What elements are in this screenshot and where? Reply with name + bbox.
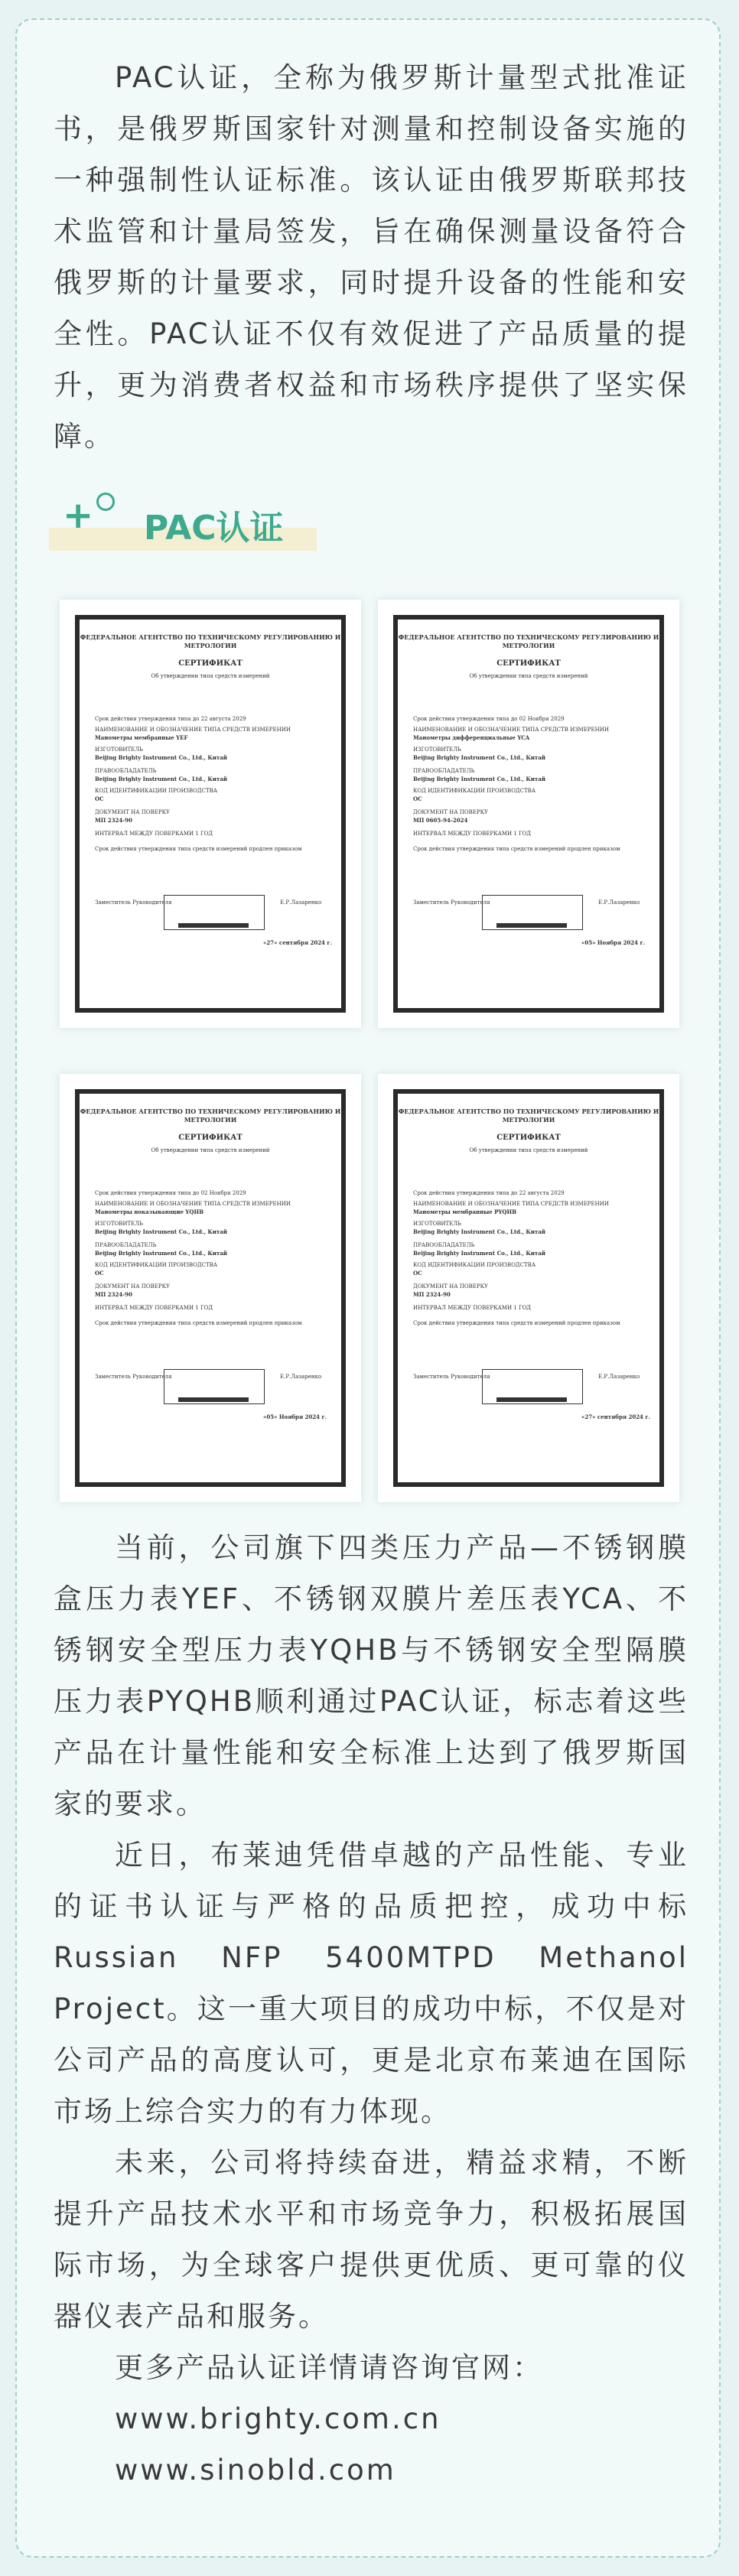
cert-maker: Beijing Brighty Instrument Co., Ltd., Китай (95, 1228, 227, 1235)
certificate-image-1 (60, 600, 361, 1028)
cert-subtitle: Об утверждении типа средств измерений (151, 1147, 270, 1153)
cert-sign-left: Заместитель Руководителя (413, 1374, 490, 1380)
cert-code: ОС (413, 795, 422, 802)
certificate-document (75, 1089, 346, 1487)
cert-stamp (482, 1369, 583, 1404)
cert-sign-right: Е.Р.Лазаренко (598, 899, 640, 906)
certificate-image-4 (378, 1074, 679, 1502)
cert-code-label: КОД ИДЕНТИФИКАЦИИ ПРОИЗВОДСТВА (413, 1262, 536, 1268)
website-link-1[interactable]: www.brighty.com.cn (115, 2402, 441, 2435)
cert-agency: ФЕДЕРАЛЬНОЕ АГЕНТСТВО ПО ТЕХНИЧЕСКОМУ РЕГУЛИРОВАНИЮ И МЕТРОЛОГИИ (80, 1107, 341, 1124)
cert-code-label: КОД ИДЕНТИФИКАЦИИ ПРОИЗВОДСТВА (95, 1262, 218, 1268)
cert-name: Манометры дифференциальные YCA (413, 734, 530, 741)
cert-code: ОС (95, 795, 104, 802)
section-heading (49, 490, 324, 555)
cert-name: Манометры мембранные PYQHB (413, 1208, 517, 1215)
cert-validity: Срок действия утверждения типа до 22 августа 2029 (95, 716, 246, 722)
cert-stamp (164, 895, 265, 930)
cert-name: Манометры мембранные YEF (95, 734, 188, 741)
cert-name-label: НАИМЕНОВАНИЕ И ОБОЗНАЧЕНИЕ ТИПА СРЕДСТВ ИЗМЕРЕНИЙ (413, 1201, 609, 1207)
project-paragraph: 近日，布莱迪凭借卓越的产品性能、专业的证书认证与严格的品质把控，成功中标Russian NFP 5400MTPD Methanol Project。这一重大项目的成功中标，不仅是对公司产品的高度认可，更是北京布莱迪在国际市场上综合实力的有力体现。 (54, 1839, 689, 2128)
cert-validity: Срок действия утверждения типа до 02 Ноября 2029 (413, 716, 565, 722)
cert-maker-label: ИЗГОТОВИТЕЛЬ (413, 1221, 461, 1227)
cert-sign-right: Е.Р.Лазаренко (598, 1374, 640, 1380)
cert-code-label: КОД ИДЕНТИФИКАЦИИ ПРОИЗВОДСТВА (413, 788, 536, 794)
products-paragraph: 当前，公司旗下四类压力产品—不锈钢膜盒压力表YEF、不锈钢双膜片差压表YCA、不锈钢安全型压力表YQHB与不锈钢安全型隔膜压力表PYQHB顺利通过PAC认证，标志着这些产品在计量性能和安全标准上达到了俄罗斯国家的要求。 (54, 1531, 689, 1820)
cert-maker: Beijing Brighty Instrument Co., Ltd., Китай (413, 754, 545, 761)
cert-maker-label: ИЗГОТОВИТЕЛЬ (95, 1221, 143, 1227)
cert-name-label: НАИМЕНОВАНИЕ И ОБОЗНАЧЕНИЕ ТИПА СРЕДСТВ ИЗМЕРЕНИЙ (413, 727, 609, 733)
cert-doc-label: ДОКУМЕНТ НА ПОВЕРКУ (95, 809, 171, 815)
cert-code: ОС (95, 1270, 104, 1277)
cert-stamp (482, 895, 583, 930)
cert-holder-label: ПРАВООБЛАДАТЕЛЬ (95, 1242, 157, 1248)
cert-agency: ФЕДЕРАЛЬНОЕ АГЕНТСТВО ПО ТЕХНИЧЕСКОМУ РЕГУЛИРОВАНИЮ И МЕТРОЛОГИИ (80, 633, 341, 649)
cert-subtitle: Об утверждении типа средств измерений (469, 673, 588, 679)
cert-agency: ФЕДЕРАЛЬНОЕ АГЕНТСТВО ПО ТЕХНИЧЕСКОМУ РЕГУЛИРОВАНИЮ И МЕТРОЛОГИИ (398, 633, 659, 649)
cert-sign-left: Заместитель Руководителя (413, 899, 490, 906)
cert-maker-label: ИЗГОТОВИТЕЛЬ (95, 746, 143, 753)
certificate-document (75, 615, 346, 1013)
cert-interval: ИНТЕРВАЛ МЕЖДУ ПОВЕРКАМИ 1 ГОД (95, 1305, 213, 1311)
cert-note: Срок действия утверждения типа средств измерений продлен приказом (95, 1320, 302, 1326)
cert-doc-label: ДОКУМЕНТ НА ПОВЕРКУ (413, 1283, 489, 1290)
cert-name-label: НАИМЕНОВАНИЕ И ОБОЗНАЧЕНИЕ ТИПА СРЕДСТВ ИЗМЕРЕНИЙ (95, 727, 291, 733)
cert-code: ОС (413, 1270, 422, 1277)
cert-name: Манометры показывающие YQHB (95, 1208, 204, 1215)
certificate-document (393, 1089, 664, 1487)
stamp-bar (178, 923, 249, 928)
cert-date: «05» Ноября 2024 г. (263, 1413, 327, 1420)
cert-date: «05» Ноября 2024 г. (581, 939, 646, 946)
cert-sign-right: Е.Р.Лазаренко (280, 1374, 322, 1380)
certificate-document (393, 615, 664, 1013)
cert-sign-left: Заместитель Руководителя (95, 1374, 172, 1380)
cert-title: СЕРТИФИКАТ (496, 1134, 561, 1142)
website-link-2[interactable]: www.sinobld.com (115, 2454, 396, 2487)
cert-holder-label: ПРАВООБЛАДАТЕЛЬ (95, 768, 157, 774)
cert-title: СЕРТИФИКАТ (496, 659, 561, 668)
cert-validity: Срок действия утверждения типа до 22 августа 2029 (413, 1190, 565, 1196)
future-paragraph: 未来，公司将持续奋进，精益求精，不断提升产品技术水平和市场竞争力，积极拓展国际市场，为全球客户提供更优质、更可靠的仪器仪表产品和服务。 (54, 2146, 689, 2333)
stamp-bar (178, 1397, 249, 1402)
cert-doc: МП 2324-90 (413, 1291, 451, 1298)
stamp-bar (496, 1397, 567, 1402)
stamp-bar (496, 923, 567, 928)
cert-sign-right: Е.Р.Лазаренко (280, 899, 322, 906)
cert-doc: МП 0605-94-2024 (413, 817, 468, 824)
cert-interval: ИНТЕРВАЛ МЕЖДУ ПОВЕРКАМИ 1 ГОД (413, 1305, 532, 1311)
cert-sign-left: Заместитель Руководителя (95, 899, 172, 906)
cert-maker-label: ИЗГОТОВИТЕЛЬ (413, 746, 461, 753)
cert-doc: МП 2324-90 (95, 817, 132, 824)
cert-stamp (164, 1369, 265, 1404)
cert-note: Срок действия утверждения типа средств измерений продлен приказом (413, 846, 620, 852)
circle-icon (96, 493, 115, 511)
section-title: PAC认证 (144, 509, 284, 548)
cert-holder: Beijing Brighty Instrument Co., Ltd., Китай (413, 776, 545, 782)
cert-holder: Beijing Brighty Instrument Co., Ltd., Китай (413, 1250, 545, 1257)
cert-maker: Beijing Brighty Instrument Co., Ltd., Китай (413, 1228, 545, 1235)
cert-subtitle: Об утверждении типа средств измерений (469, 1147, 588, 1153)
cert-interval: ИНТЕРВАЛ МЕЖДУ ПОВЕРКАМИ 1 ГОД (95, 831, 213, 837)
cert-holder: Beijing Brighty Instrument Co., Ltd., Китай (95, 1250, 227, 1257)
cert-holder-label: ПРАВООБЛАДАТЕЛЬ (413, 1242, 475, 1248)
cert-date: «27» сентября 2024 г. (263, 939, 333, 946)
certificate-image-3 (60, 1074, 361, 1502)
certificate-image-2 (378, 600, 679, 1028)
cert-title: СЕРТИФИКАТ (178, 1134, 243, 1142)
cert-note: Срок действия утверждения типа средств измерений продлен приказом (413, 1320, 620, 1326)
cert-interval: ИНТЕРВАЛ МЕЖДУ ПОВЕРКАМИ 1 ГОД (413, 831, 532, 837)
cert-note: Срок действия утверждения типа средств измерений продлен приказом (95, 846, 302, 852)
cert-agency: ФЕДЕРАЛЬНОЕ АГЕНТСТВО ПО ТЕХНИЧЕСКОМУ РЕГУЛИРОВАНИЮ И МЕТРОЛОГИИ (398, 1107, 659, 1124)
cert-doc: МП 2324-90 (95, 1291, 132, 1298)
cert-validity: Срок действия утверждения типа до 02 Ноября 2029 (95, 1190, 246, 1196)
cert-name-label: НАИМЕНОВАНИЕ И ОБОЗНАЧЕНИЕ ТИПА СРЕДСТВ ИЗМЕРЕНИЙ (95, 1201, 291, 1207)
cert-maker: Beijing Brighty Instrument Co., Ltd., Китай (95, 754, 227, 761)
cert-holder-label: ПРАВООБЛАДАТЕЛЬ (413, 768, 475, 774)
cert-title: СЕРТИФИКАТ (178, 659, 243, 668)
cert-code-label: КОД ИДЕНТИФИКАЦИИ ПРОИЗВОДСТВА (95, 788, 218, 794)
plus-icon: + (63, 494, 94, 537)
cert-doc-label: ДОКУМЕНТ НА ПОВЕРКУ (413, 809, 489, 815)
cert-date: «27» сентября 2024 г. (581, 1413, 651, 1420)
cert-holder: Beijing Brighty Instrument Co., Ltd., Китай (95, 776, 227, 782)
cert-subtitle: Об утверждении типа средств измерений (151, 673, 270, 679)
contact-paragraph: 更多产品认证详情请咨询官网： (115, 2351, 543, 2384)
cert-doc-label: ДОКУМЕНТ НА ПОВЕРКУ (95, 1283, 171, 1290)
intro-paragraph: PAC认证，全称为俄罗斯计量型式批准证书，是俄罗斯国家针对测量和控制设备实施的一种强制性认证标准。该认证由俄罗斯联邦技术监管和计量局签发，旨在确保测量设备符合俄罗斯的计量要求，同时提升设备的性能和安全性。PAC认证不仅有效促进了产品质量的提升，更为消费者权益和市场秩序提供了坚实保障。 (54, 61, 689, 453)
